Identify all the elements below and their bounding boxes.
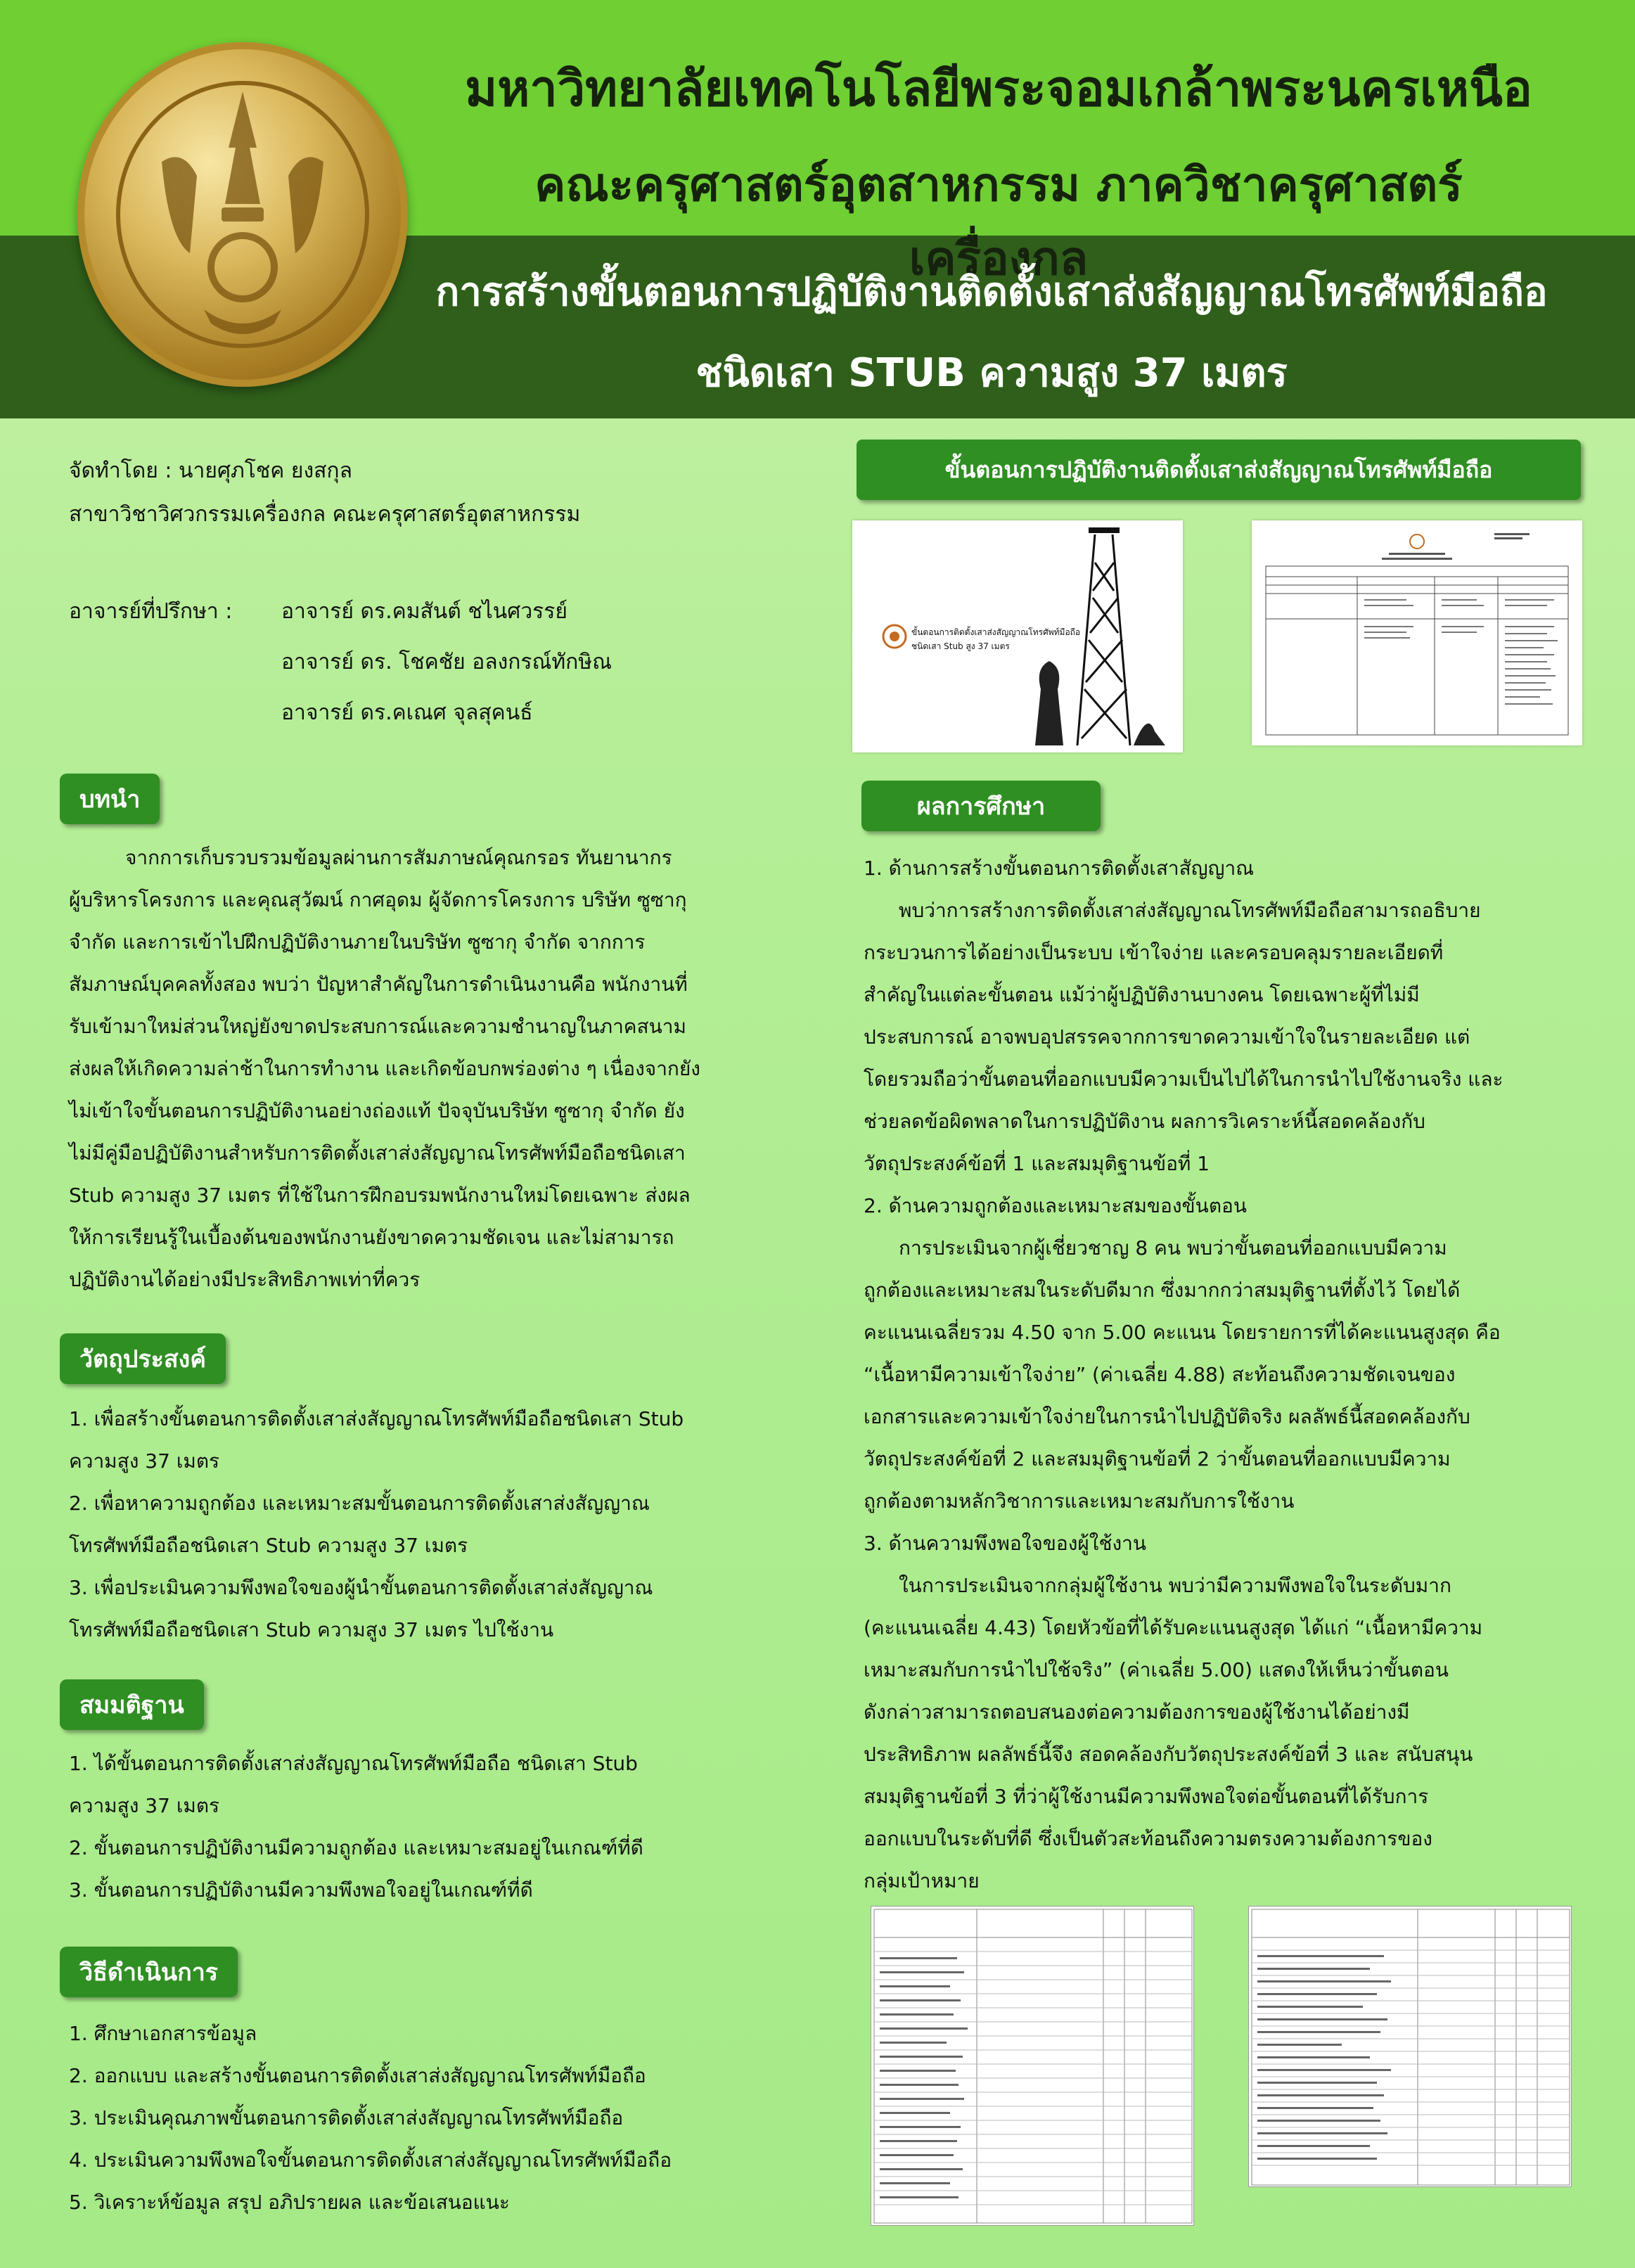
advisor-1: อาจารย์ ดร.คมสันต์ ชไนศวรรย์ [281,599,568,624]
author-by: จัดทำโดย : นายศุภโชค ยงสกุล [69,459,352,483]
advisor-3: อาจารย์ ดร.คเณศ จุลสุคนธ์ [281,700,533,725]
expert-evaluation-table-thumbnail [871,1906,1194,2226]
procedure-banner: ขั้นตอนการปฏิบัติงานติดตั้งเสาส่งสัญญาณโทรศัพท์มือถือ [857,440,1581,500]
intro-heading: บทนำ [60,774,160,824]
advisor-label: อาจารย์ที่ปรึกษา : [69,599,233,624]
intro-body: จากการเก็บรวบรวมข้อมูลผ่านการสัมภาษณ์คุณกรอร ทันยานากร ผู้บริหารโครงการ และคุณสุวัฒน์ กาศอุดม ผู้จัดการโครงการ บริษัท ซูซากุ จำกัด และการเข้าไปฝึกปฏิบัติงานภายในบริษัท ซูซากุ จำกัด จากการ สัมภาษณ์บุคคลทั้งสอง พบว่า ปัญหาสำคัญในการดำเนินงานคือ พนักงานที่ รับเข้ามาใหม่ส่วนใหญ่ยังขาดประสบการณ์และความชำนาญในภาคสนาม ส่งผลให้เกิดความล่าช้าในการทำงาน และเกิดข้อบกพร่องต่าง ๆ เนื่องจากยัง ไม่เข้าใจขั้นตอนการปฏิบัติงานอย่างถ่องแท้ ปัจจุบันบริษัท ซูซากุ จำกัด ยัง ไม่มีคู่มือปฏิบัติงานสำหรับการติดตั้งเสาส่งสัญญาณโทรศัพท์มือถือชนิดเสา Stub ความสูง 37 เมตร ที่ใช้ในการฝึกอบรมพนักงานใหม่โดยเฉพาะ ส่งผล ให้การเรียนรู้ในเบื้องต้นของพนักงานยังขาดความชัดเจน และไม่สามารถ ปฏิบัติงานได้อย่างมีประสิทธิภาพเท่าที่ควร [69,846,700,1291]
cover-caption-1: ขั้นตอนการติดตั้งเสาส่งสัญญาณโทรศัพท์มือถือ [911,627,1081,637]
project-subtitle: ชนิดเสา STUB ความสูง 37 เมตร [695,350,1288,396]
user-satisfaction-table-thumbnail [1248,1906,1572,2187]
objectives-body: 1. เพื่อสร้างขั้นตอนการติดตั้งเสาส่งสัญญาณโทรศัพท์มือถือชนิดเสา Stub ความสูง 37 เมตร 2. เพื่อหาความถูกต้อง และเหมาะสมขั้นตอนการติดตั้งเสาส่งสัญญาณ โทรศัพท์มือถือชนิดเสา Stub ความสูง 37 เมตร 3. เพื่อประเมินความพึงพอใจของผู้นำขั้นตอนการติดตั้งเสาส่งสัญญาณ โทรศัพท์มือถือชนิดเสา Stub ความสูง 37 เมตร ไปใช้งาน [69,1407,684,1641]
advisor-2: อาจารย์ ดร. โชคชัย อลงกรณ์ทักษิณ [281,650,612,674]
hypothesis-heading: สมมติฐาน [60,1679,204,1730]
objectives-heading: วัตถุประสงค์ [60,1333,226,1384]
faculty-name: คณะครุศาสตร์อุตสาหกรรม ภาควิชาครุศาสตร์เครื่องกล [534,157,1463,286]
results-heading: ผลการศึกษา [861,781,1101,831]
method-heading: วิธีดำเนินการ [60,1947,238,1997]
method-body: 1. ศึกษาเอกสารข้อมูล 2. ออกแบบ และสร้างขั้นตอนการติดตั้งเสาส่งสัญญาณโทรศัพท์มือถือ 3. ประเมินคุณภาพขั้นตอนการติดตั้งเสาส่งสัญญาณโทรศัพท์มือถือ 4. ประเมินความพึงพอใจขั้นตอนการติดตั้งเสาส่งสัญญาณโทรศัพท์มือถือ 5. วิเคราะห์ข้อมูล สรุป อภิปรายผล และข้อเสนอแนะ [69,2022,672,2214]
university-name: มหาวิทยาลัยเทคโนโลยีพระจอมเกล้าพระนครเหนือ [465,59,1532,117]
cover-caption-2: ชนิดเสา Stub สูง 37 เมตร [911,641,1010,651]
results-body: 1. ด้านการสร้างขั้นตอนการติดตั้งเสาสัญญาณ พบว่าการสร้างการติดตั้งเสาส่งสัญญาณโทรศัพท์มือถือสามารถอธิบาย กระบวนการได้อย่างเป็นระบบ เข้าใจง่าย และครอบคลุมรายละเอียดที่ สำคัญในแต่ละขั้นตอน แม้ว่าผู้ปฏิบัติงานบางคน โดยเฉพาะผู้ที่ไม่มี ประสบการณ์ อาจพบอุปสรรคจากการขาดความเข้าใจในรายละเอียด แต่ โดยรวมถือว่าขั้นตอนที่ออกแบบมีความเป็นไปได้ในการนำไปใช้งานจริง และ ช่วยลดข้อผิดพลาดในการปฏิบัติงาน ผลการวิเคราะห์นี้สอดคล้องกับ วัตถุประสงค์ข้อที่ 1 และสมมุติฐานข้อที่ 1 2. ด้านความถูกต้องและเหมาะสมของขั้นตอน การประเมินจากผู้เชี่ยวชาญ 8 คน พบว่าขั้นตอนที่ออกแบบมีความ ถูกต้องและเหมาะสมในระดับดีมาก ซึ่งมากกว่าสมมุติฐานที่ตั้งไว้ โดยได้ คะแนนเฉลี่ยรวม 4.50 จาก 5.00 คะแนน โดยรายการที่ได้คะแนนสูงสุด คือ “เนื้อหามีความเข้าใจง่าย” (ค่าเฉลี่ย 4.88) สะท้อนถึงความชัดเจนของ เอกสารและความเข้าใจง่ายในการนำไปปฏิบัติจริง ผลลัพธ์นี้สอดคล้องกับ วัตถุประสงค์ข้อที่ 2 และสมมุติฐานข้อที่ 2 ว่าขั้นตอนที่ออกแบบมีความ ถูกต้องตามหลักวิชาการและเหมาะสมกับการใช้งาน 3. ด้านความพึงพอใจของผู้ใช้งาน ในการประเมินจากกลุ่มผู้ใช้งาน พบว่ามีความพึงพอใจในระดับมาก (คะแนนเฉลี่ย 4.43) โดยหัวข้อที่ได้รับคะแนนสูงสุด ได้แก่ “เนื้อหามีความ เหมาะสมกับการนำไปใช้จริง” (ค่าเฉลี่ย 5.00) แสดงให้เห็นว่าขั้นตอน ดังกล่าวสามารถตอบสนองต่อความต้องการของผู้ใช้งานได้อย่างมี ประสิทธิภาพ ผลลัพธ์นี้จึง สอดคล้องกับวัตถุประสงค์ข้อที่ 3 และ สนับสนุน สมมุติฐานข้อที่ 3 ที่ว่าผู้ใช้งานมีความพึงพอใจต่อขั้นตอนที่ได้รับการ ออกแบบในระดับที่ดี ซึ่งเป็นตัวสะท้อนถึงความตรงความต้องการของ กลุ่มเป้าหมาย [864,857,1503,1892]
hypothesis-body: 1. ได้ขั้นตอนการติดตั้งเสาส่งสัญญาณโทรศัพท์มือถือ ชนิดเสา Stub ความสูง 37 เมตร 2. ขั้นตอนการปฏิบัติงานมีความถูกต้อง และเหมาะสมอยู่ในเกณฑ์ที่ดี 3. ขั้นตอนการปฏิบัติงานมีความพึงพอใจอยู่ในเกณฑ์ที่ดี [69,1752,643,1902]
project-title: การสร้างขั้นตอนการปฏิบัติงานติดตั้งเสาส่งสัญญาณโทรศัพท์มือถือ [435,269,1548,315]
university-seal-icon [77,42,408,387]
cover-image [852,520,1183,752]
procedure-document-preview [1252,520,1582,745]
author-program: สาขาวิชาวิศวกรรมเครื่องกล คณะครุศาสตร์อุตสาหกรรม [69,502,581,527]
